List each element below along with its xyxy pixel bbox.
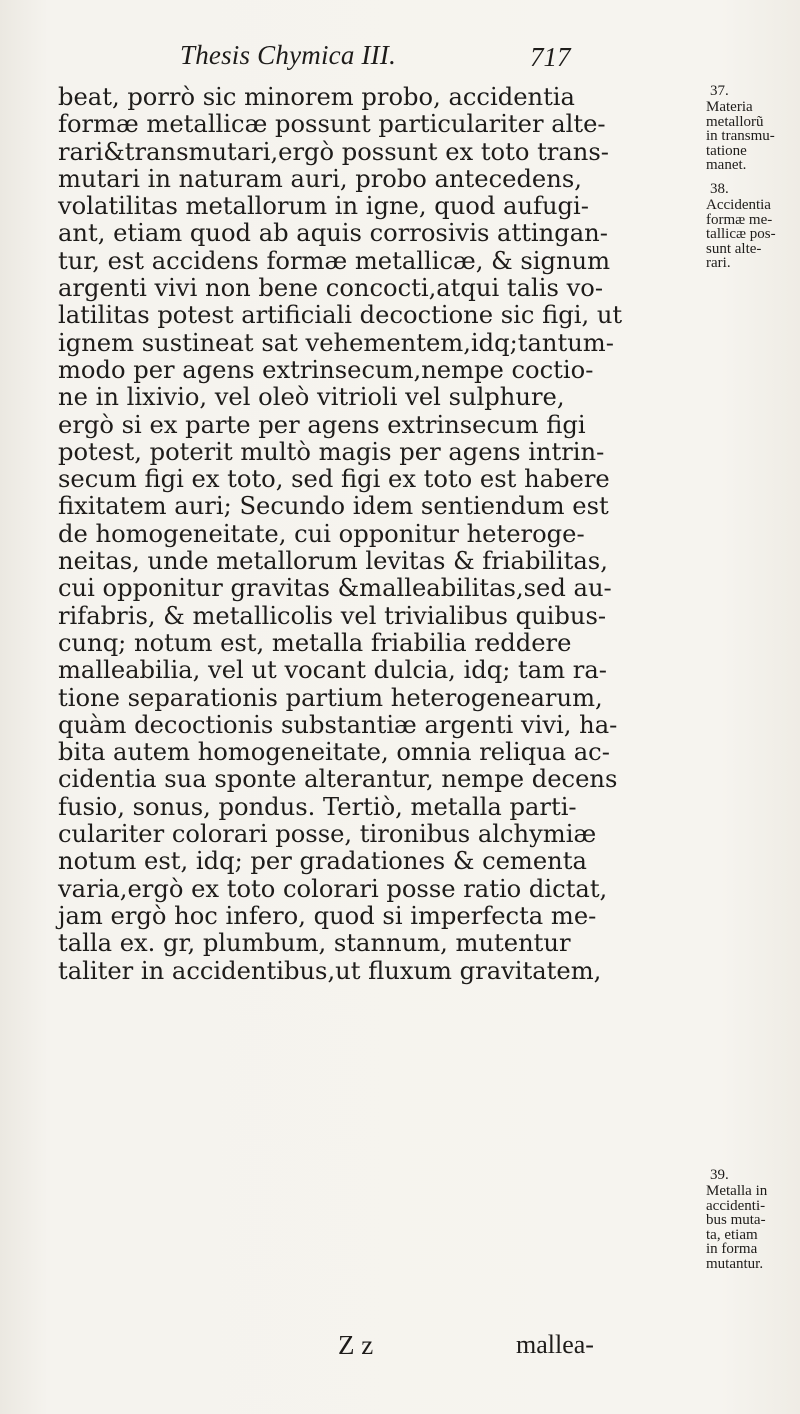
running-title: Thesis Chymica III.: [180, 40, 397, 70]
text-line: notum est, idq; per gradationes & cementa: [58, 847, 587, 876]
text-line: fusio, sonus, pondus. Tertiò, metalla parti-: [58, 792, 577, 821]
signature-mark: Z z: [338, 1330, 374, 1360]
text-line: fixitatem auri; Secundo idem sentiendum est: [58, 492, 609, 521]
text-line: culariter colorari posse, tironibus alchymiæ: [58, 820, 597, 849]
text-line: formæ metallicæ possunt particulariter alte-: [58, 110, 606, 139]
catchword: mallea-: [516, 1330, 594, 1359]
text-line: tur, est accidens formæ metallicæ, & signum: [58, 246, 611, 275]
text-line: rifabris, & metallicolis vel trivialibus quibus-: [58, 601, 607, 630]
text-line: de homogeneitate, cui opponitur heteroge-: [58, 519, 585, 548]
text-line: modo per agens extrinsecum,nempe coctio-: [58, 355, 594, 384]
page-number: 717: [530, 42, 571, 72]
body-text: [58, 84, 708, 985]
page-header: [0, 40, 800, 80]
text-line: cui opponitur gravitas &malleabilitas,sed au-: [58, 574, 612, 603]
text-line: potest, poterit multò magis per agens intrin-: [58, 437, 605, 466]
text-line: rari&transmutari,ergò possunt ex toto trans-: [58, 137, 609, 166]
text-line: volatilitas metallorum in igne, quod aufugi-: [58, 192, 589, 221]
text-line: cunq; notum est, metalla friabilia reddere: [58, 628, 572, 657]
margin-note: Accidentia formæ me- tallicæ pos- sunt alte- rari.: [706, 197, 776, 271]
text-line: secum figi ex toto, sed figi ex toto est habere: [58, 465, 610, 494]
margin-note: Materia metallorũ in transmu- tatione manet.: [706, 99, 775, 173]
text-line: latilitas potest artificiali decoctione sic figi, ut: [58, 301, 623, 330]
text-line: mutari in naturam auri, probo antecedens,: [58, 164, 582, 193]
text-line: taliter in accidentibus,ut fluxum gravitatem,: [58, 956, 602, 985]
margin-note-number: 38.: [710, 181, 729, 197]
text-line: varia,ergò ex toto colorari posse ratio dictat,: [58, 874, 608, 903]
text-line: tione separationis partium heterogenearum,: [58, 683, 603, 712]
text-line: jam ergò hoc infero, quod si imperfecta me-: [58, 901, 597, 930]
text-line: beat, porrò sic minorem probo, accidentia: [58, 83, 575, 111]
text-line: argenti vivi non bene concocti,atqui talis vo-: [58, 274, 603, 303]
text-line: cidentia sua sponte alterantur, nempe decens: [58, 765, 618, 794]
text-line: ignem sustineat sat vehementem,idq;tantum-: [58, 328, 614, 357]
margin-note: Metalla in accidenti- bus muta- ta, etiam in forma mutantur.: [706, 1183, 768, 1272]
text-line: neitas, unde metallorum levitas & friabilitas,: [58, 547, 608, 576]
text-line: ergò si ex parte per agens extrinsecum figi: [58, 410, 586, 439]
text-line: talla ex. gr, plumbum, stannum, mutentur: [58, 929, 571, 958]
text-line: bita autem homogeneitate, omnia reliqua ac-: [58, 738, 610, 767]
margin-note-number: 37.: [710, 83, 729, 99]
margin-notes: [706, 0, 800, 1414]
page-footer: [0, 1330, 800, 1366]
margin-note-number: 39.: [710, 1167, 729, 1183]
text-line: malleabilia, vel ut vocant dulcia, idq; tam ra-: [58, 656, 607, 685]
text-line: ne in lixivio, vel oleò vitrioli vel sulphure,: [58, 383, 565, 412]
text-line: ant, etiam quod ab aquis corrosivis attingan-: [58, 219, 608, 248]
text-line: quàm decoctionis substantiæ argenti vivi, ha-: [58, 710, 618, 739]
